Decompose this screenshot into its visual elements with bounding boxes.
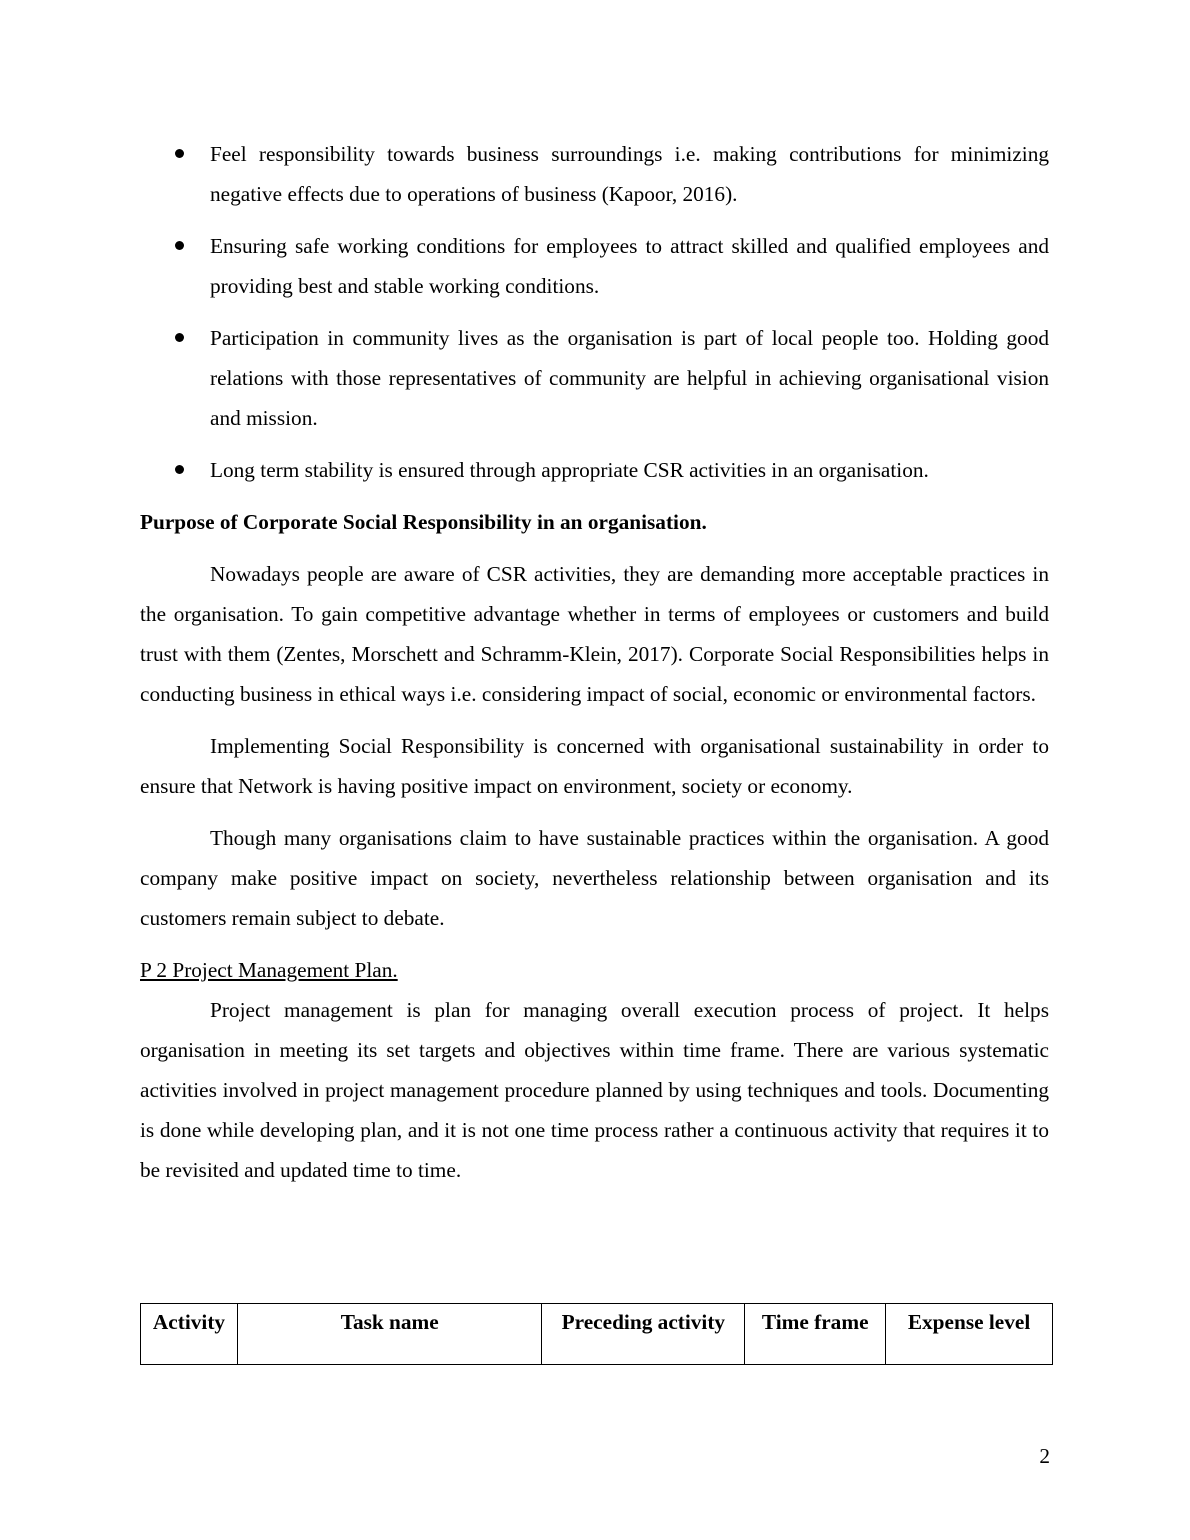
list-item-text: Feel responsibility towards business surroundings i.e. making contributions for minimizing negative effects due to operations of business (Kapoor, 2016). — [210, 142, 1049, 206]
column-header-activity: Activity — [141, 1304, 238, 1365]
list-item — [140, 318, 1049, 438]
list-item — [140, 226, 1049, 306]
list-item-text: Long term stability is ensured through appropriate CSR activities in an organisation. — [210, 458, 929, 482]
project-plan-heading: P 2 Project Management Plan. — [140, 958, 398, 982]
purpose-heading: Purpose of Corporate Social Responsibility in an organisation. — [140, 510, 707, 534]
page-number: 2 — [1039, 1444, 1050, 1468]
page-body — [140, 134, 1049, 1202]
column-header-expense-level: Expense level — [886, 1304, 1053, 1365]
csr-benefits-list — [140, 134, 1049, 490]
bullet-icon — [175, 465, 184, 474]
list-item-text: Participation in community lives as the organisation is part of local people too. Holding good relations with those representatives of community are helpful in achieving organisational vision and mission. — [210, 326, 1049, 430]
paragraph-sustainable-practices: Though many organisations claim to have sustainable practices within the organisation. A good company make positive impact on society, nevertheless relationship between organisation and its customers remain subject to debate. — [140, 826, 1049, 930]
column-header-preceding-activity: Preceding activity — [542, 1304, 745, 1365]
bullet-icon — [175, 333, 184, 342]
project-plan-table — [140, 1303, 1053, 1365]
column-header-time-frame: Time frame — [745, 1304, 886, 1365]
paragraph-csr-awareness: Nowadays people are aware of CSR activities, they are demanding more acceptable practices in the organisation. To gain competitive advantage whether in terms of employees or customers and build trust with them (Zentes, Morschett and Schramm-Klein, 2017). Corporate Social Responsibilities helps in conducting business in ethical ways i.e. considering impact of social, economic or environmental factors. — [140, 562, 1049, 706]
table-header-row — [141, 1304, 1053, 1365]
paragraph-project-management: Project management is plan for managing overall execution process of project. It helps organisation in meeting its set targets and objectives within time frame. There are various systematic activities involved in project management procedure planned by using techniques and tools. Documenting is done while developing plan, and it is not one time process rather a continuous activity that requires it to be revisited and updated time to time. — [140, 998, 1049, 1182]
list-item — [140, 450, 1049, 490]
list-item-text: Ensuring safe working conditions for employees to attract skilled and qualified employees and providing best and stable working conditions. — [210, 234, 1049, 298]
bullet-icon — [175, 241, 184, 250]
list-item — [140, 134, 1049, 214]
column-header-task-name: Task name — [237, 1304, 542, 1365]
paragraph-implementing-sr: Implementing Social Responsibility is concerned with organisational sustainability in order to ensure that Network is having positive impact on environment, society or economy. — [140, 734, 1049, 798]
bullet-icon — [175, 149, 184, 158]
